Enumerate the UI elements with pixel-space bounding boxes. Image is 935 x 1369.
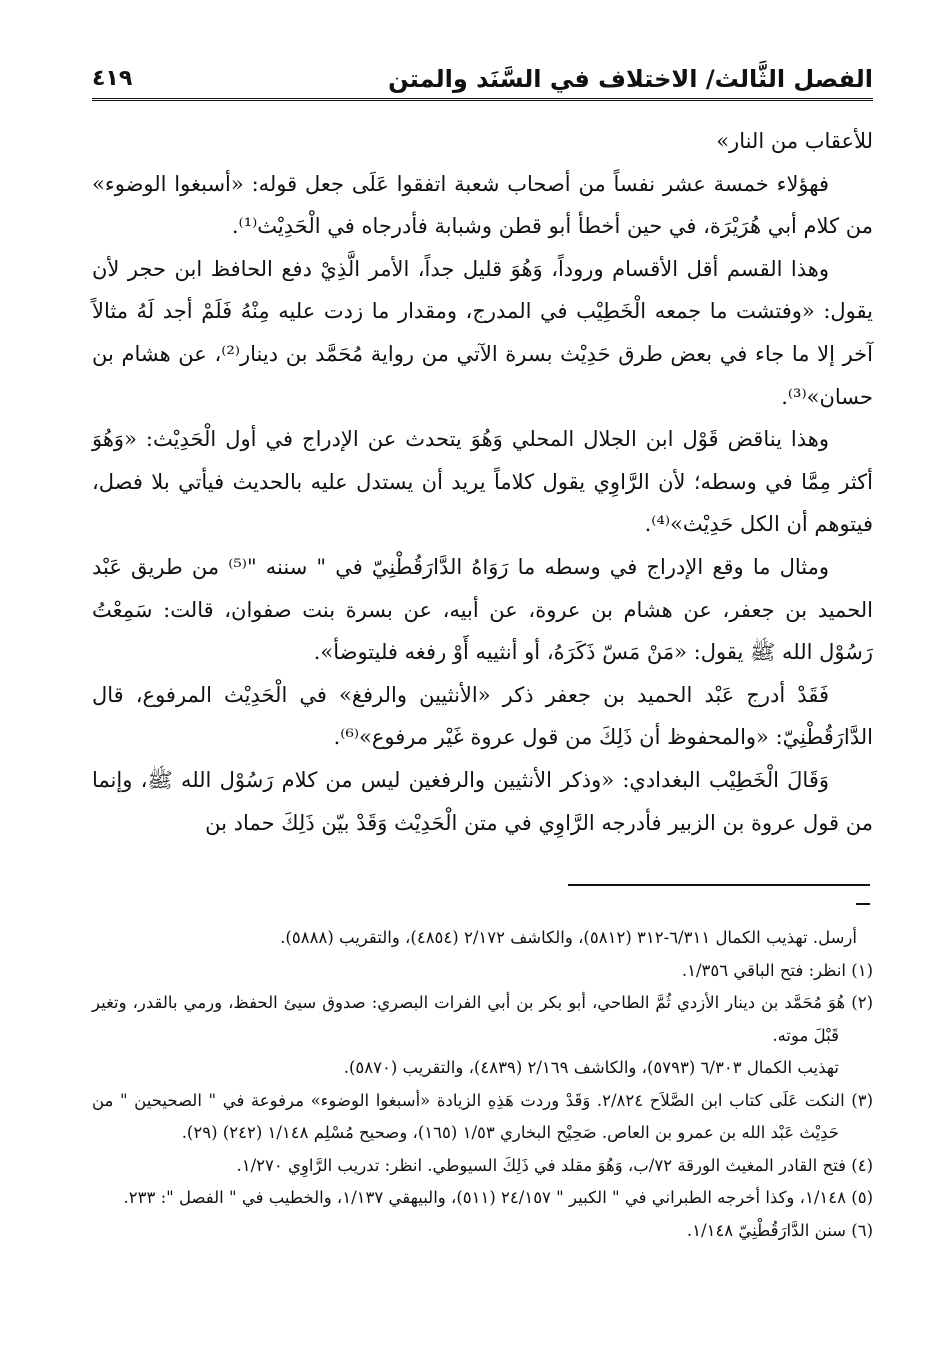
footnote-1: (١) انظر: فتح الباقي ١/٣٥٦.	[681, 960, 873, 980]
paragraph-0: للأعقاب من النار»	[716, 129, 873, 153]
chapter-title: الفصل الثَّالث/ الاختلاف في السَّنَد والمتن	[388, 65, 873, 93]
footnote-separator	[568, 884, 870, 886]
footnote-4: (٤) فتح القادر المغيث الورقة ٧٢/ب، وَهُوَ مقلد في ذَلِكَ السيوطي. انظر: تدريب الرَّاوِي ١/٢٧٠.	[236, 1155, 873, 1175]
paragraph-6: وَقَالَ الْخَطِيْب البغدادي: «وذكر الأنثيين والرفغين ليس من كلام رَسُوْل الله ﷺ، وإنما من قول عروة بن الزبير فأدرجه الرَّاوِي في متن الْحَدِيْث وَقَدْ بيّن ذَلِكَ حماد بن	[92, 767, 873, 835]
footnote-2-source: تهذيب الكمال ٦/٣٠٣ (٥٧٩٣)، والكاشف ٢/١٦٩ (٤٨٣٩)، والتقريب (٥٨٧٠).	[343, 1058, 839, 1077]
header-rule	[92, 98, 873, 103]
paragraph-3: وهذا يناقض قَوْل ابن الجلال المحلي وَهُوَ يتحدث عن الإدراج في أول الْحَدِيْث: «وَهُوَ أكثر مِمَّا في وسطه؛ لأن الرَّاوِي يقول كلاماً يريد أن يستدل عليه بالحديث فيأتي بلا فصل، فيتوهم أن الكل حَدِيْث»⁽⁴⁾.	[92, 427, 873, 537]
footnote-5: (٥) ١/١٤٨، وكذا أخرجه الطبراني في " الكبير " ٢٤/١٥٧ (٥١١)، والبيهقي ١/١٣٧، والخطيب في " الفصل ": ٢٣٣.	[123, 1188, 873, 1207]
paragraph-1: فهؤلاء خمسة عشر نفساً من أصحاب شعبة اتفقوا عَلَى جعل قوله: «أسبغوا الوضوء» من كلام أبي هُرَيْرَة، في حين أخطأ أبو قطن وشبابة فأدرجاه في الْحَدِيْث⁽¹⁾.	[92, 171, 873, 239]
footnote-2: (٢) هُوَ مُحَمَّد بن دينار الأزدي ثُمَّ الطاحي، أبو بكر بن أبي الفرات البصري: صدوق سيئ الحفظ، ورمي بالقدر، وتغير قَبْلَ موته.	[92, 993, 873, 1045]
footnotes	[92, 922, 873, 1247]
page-number: ٤١٩	[92, 66, 133, 91]
footnote-6: (٦) سنن الدَّارَقُطْنِيّ ١/١٤٨.	[686, 1220, 873, 1240]
paragraph-2: وهذا القسم أقل الأقسام وروداً، وَهُوَ قليل جداً، الأمر الَّذِيْ دفع الحافظ ابن حجر لأن يقول: «وفتشت ما جمعه الْخَطِيْب في المدرج، ومقدار ما زدت عليه مِنْهُ فَلَمْ أجد لَهُ مثالاً آخر إلا ما جاء في بعض طرق حَدِيْث بسرة الآتي من رواية مُحَمَّد بن دينار⁽²⁾، عن هشام بن حسان»⁽³⁾.	[92, 256, 873, 409]
paragraph-4: ومثال ما وقع الإدراج في وسطه ما رَوَاهُ الدَّارَقُطْنِيّ في " سننه "⁽⁵⁾ من طريق عَبْد الحميد بن جعفر، عن هشام بن عروة، عن أبيه، عن بسرة بنت صفوان، قالت: سَمِعْتُ رَسُوْل الله ﷺ يقول: «مَنْ مَسّ ذَكَرَهُ، أو أنثييه أَوْ رفغه فليتوضأ».	[92, 554, 873, 665]
footnote-3: (٣) النكت عَلَى كتاب ابن الصَّلاَح ٢/٨٢٤. وَقَدْ وردت هَذِهِ الزيادة «أسبغوا الوضوء» مرفوعة في " الصحيحين " من حَدِيْث عَبْد الله بن عمرو بن العاص. صَحِيْح البخاري ١/٥٣ (١٦٥)، وصحيح مُسْلِم ١/١٤٨ (٢٤٢) (٢٩).	[92, 1090, 873, 1142]
footnote-continued: أرسل. تهذيب الكمال ٦/٣١١-٣١٢ (٥٨١٢)، والكاشف ٢/١٧٢ (٤٨٥٤)، والتقريب (٥٨٨٨).	[280, 928, 857, 947]
paragraph-5: فَقَدْ أدرج عَبْد الحميد بن جعفر ذكر «الأنثيين والرفغ» في الْحَدِيْث المرفوع، قال الدَّارَقُطْنِيّ: «والمحفوظ أن ذَلِكَ من قول عروة غَيْر مرفوع»⁽⁶⁾.	[92, 682, 873, 750]
footnote-continuation-mark	[856, 903, 870, 905]
main-text	[92, 120, 873, 844]
running-header	[92, 58, 873, 94]
